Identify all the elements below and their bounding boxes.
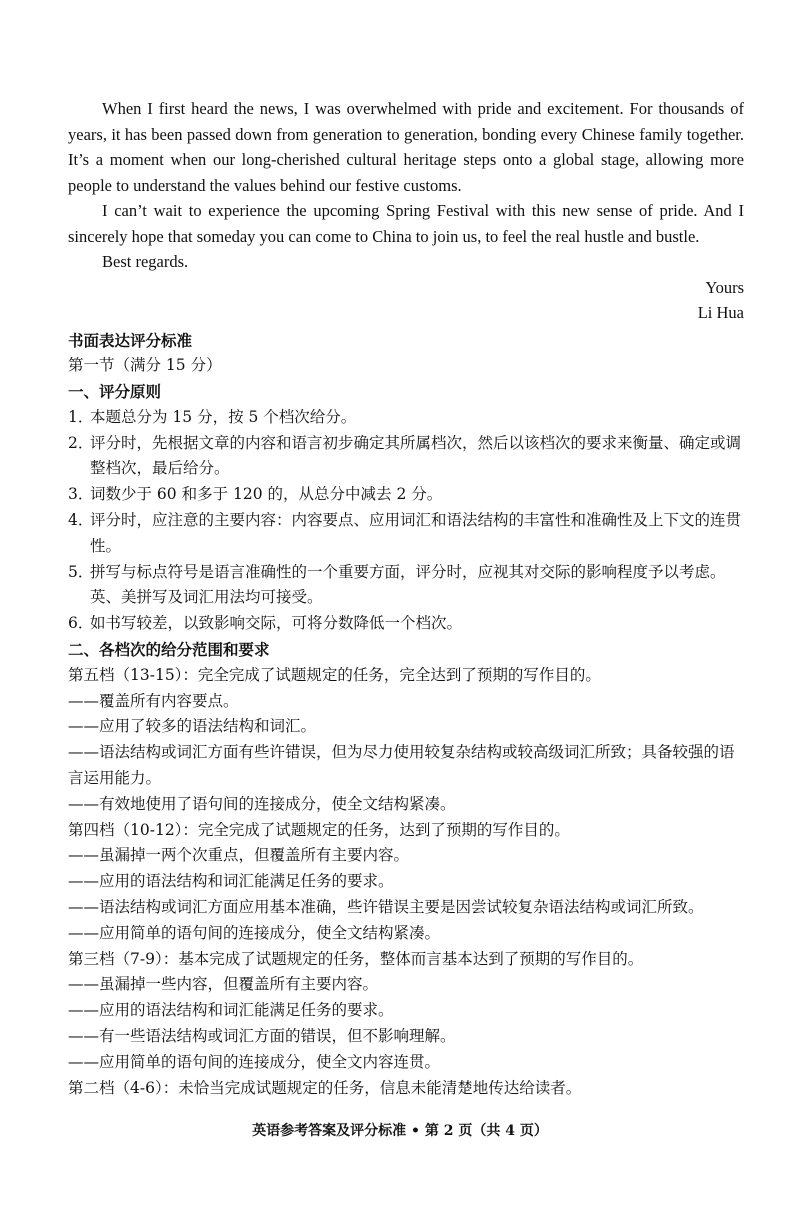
scoring-criteria — [68, 328, 744, 1102]
principle-item — [68, 405, 744, 431]
principle-text: 评分时，先根据文章的内容和语言初步确定其所属档次，然后以该档次的要求来衡量、确定或调整档次，最后给分。 — [90, 433, 742, 478]
level-title: 第五档（13-15）：完全完成了试题规定的任务，完全达到了预期的写作目的。 — [68, 665, 601, 684]
page-footer: 英语参考答案及评分标准 • 第 2 页（共 4 页） — [252, 1123, 548, 1139]
principle-text: 如书写较差，以致影响交际，可将分数降低一个档次。 — [90, 614, 463, 633]
level-point: ——应用简单的语句间的连接成分，使全文内容连贯。 — [68, 1052, 441, 1071]
principle-item — [68, 431, 744, 483]
levels-heading: 二、各档次的给分范围和要求 — [68, 640, 270, 660]
level-point: ——语法结构或词汇方面应用基本准确，些许错误主要是因尝试较复杂语法结构或词汇所致。 — [68, 898, 704, 917]
principle-number: 6． — [68, 614, 94, 633]
principle-text: 拼写与标点符号是语言准确性的一个重要方面，评分时，应视其对交际的影响程度予以考虑。英、美拼写及词汇用法均可接受。 — [90, 562, 726, 607]
principle-item — [68, 560, 744, 612]
level-point: ——有一些语法结构或词汇方面的错误，但不影响理解。 — [68, 1027, 456, 1046]
document-page — [68, 96, 744, 1101]
letter-closing: Best regards. — [102, 252, 189, 271]
level-point: ——语法结构或词汇方面有些许错误，但为尽力使用较复杂结构或较高级词汇所致；具备较强的语言运用能力。 — [68, 743, 735, 788]
level-title: 第二档（4-6）：未恰当完成试题规定的任务，信息未能清楚地传达给读者。 — [68, 1078, 582, 1097]
level-point: ——虽漏掉一两个次重点，但覆盖所有主要内容。 — [68, 846, 410, 865]
principle-text: 词数少于 60 和多于 120 的，从总分中减去 2 分。 — [90, 485, 443, 504]
principle-number: 2． — [68, 433, 94, 452]
level-point: ——应用的语法结构和词汇能满足任务的要求。 — [68, 1001, 394, 1020]
signature-name: Li Hua — [697, 303, 744, 322]
principles-heading: 一、评分原则 — [68, 382, 162, 402]
principle-item — [68, 508, 744, 560]
letter-body — [68, 96, 744, 326]
principle-number: 3． — [68, 485, 94, 504]
level-point: ——虽漏掉一些内容，但覆盖所有主要内容。 — [68, 975, 379, 994]
level-title: 第四档（10-12）：完全完成了试题规定的任务，达到了预期的写作目的。 — [68, 820, 570, 839]
principle-item — [68, 482, 744, 508]
level-point: ——应用简单的语句间的连接成分，使全文结构紧凑。 — [68, 923, 441, 942]
level-point: ——应用的语法结构和词汇能满足任务的要求。 — [68, 872, 394, 891]
principle-text: 评分时，应注意的主要内容：内容要点、应用词汇和语法结构的丰富性和准确性及上下文的连贯性。 — [90, 511, 742, 555]
principle-number: 1． — [68, 407, 94, 426]
level-point: ——有效地使用了语句间的连接成分，使全文结构紧凑。 — [68, 794, 456, 813]
level-title: 第三档（7-9）：基本完成了试题规定的任务，整体而言基本达到了预期的写作目的。 — [68, 949, 644, 968]
principle-item — [68, 611, 744, 637]
criteria-title: 书面表达评分标准 — [68, 330, 193, 350]
principle-number: 5． — [68, 562, 94, 581]
principle-text: 本题总分为 15 分，按 5 个档次给分。 — [90, 407, 357, 426]
level-point: ——覆盖所有内容要点。 — [68, 691, 239, 710]
level-point: ——应用了较多的语法结构和词汇。 — [68, 717, 317, 736]
section-heading: 第一节（满分 15 分） — [68, 356, 222, 375]
letter-paragraph: When I first heard the news, I was overwhelmed with pride and excitement. For thousands of years, it has been passed down from generation to generation, bonding every Chinese family together. It’s a moment when our long-cherished cultural heritage steps onto a global stage, allowing more people to understand the values behind our festive customs. — [68, 99, 744, 195]
signature-yours: Yours — [705, 277, 744, 297]
principle-number: 4． — [68, 511, 94, 530]
letter-paragraph: I can’t wait to experience the upcoming Spring Festival with this new sense of pride. And I sincerely hope that someday you can come to China to join us, to feel the real hustle and bustle. — [68, 201, 744, 246]
